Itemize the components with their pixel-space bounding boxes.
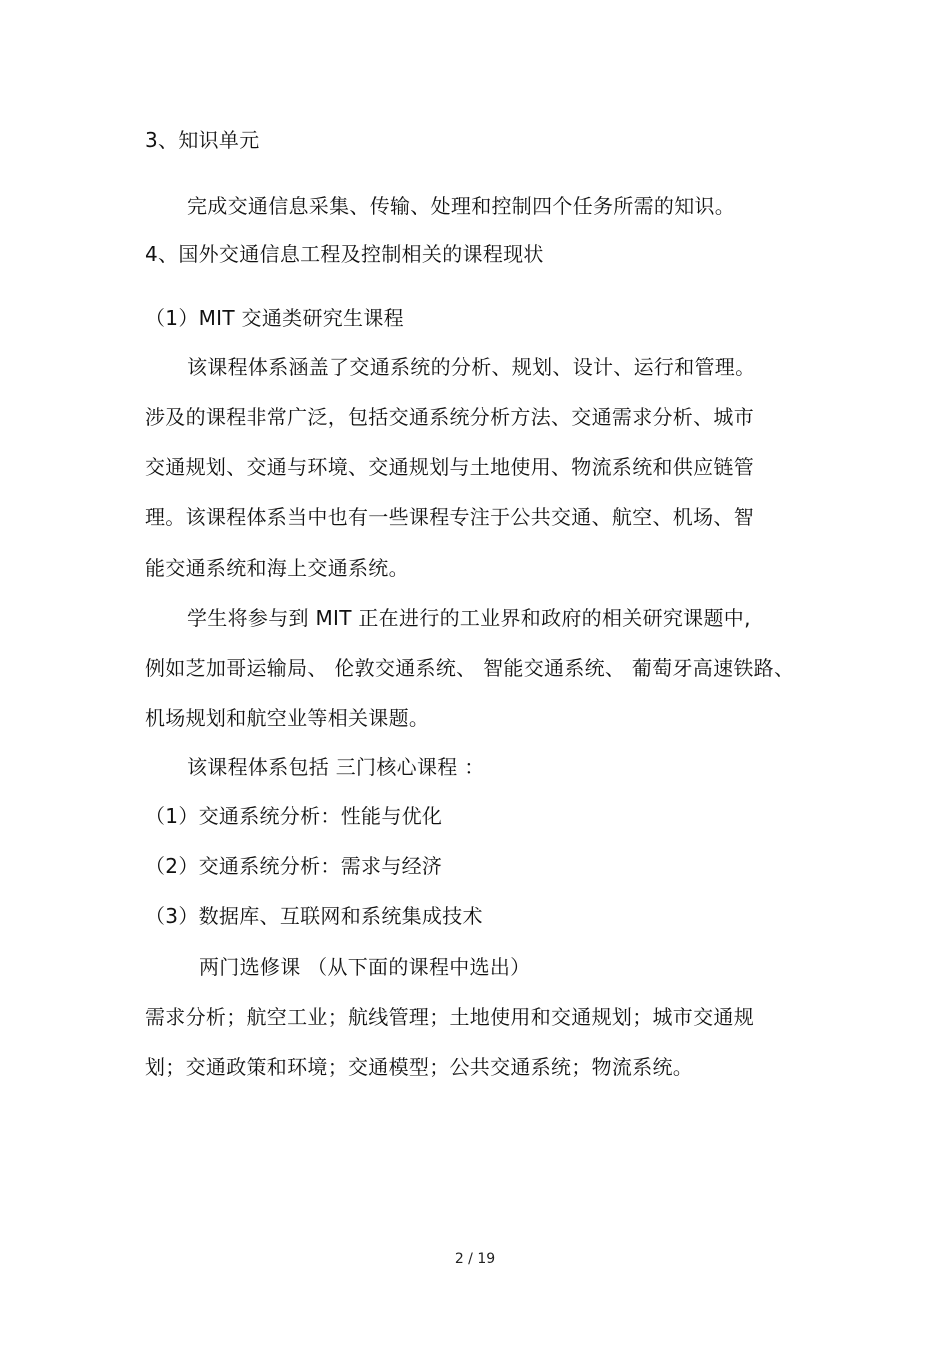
paragraph-line: 学生将参与到 MIT 正在进行的工业界和政府的相关研究课题中, [187,606,751,630]
elective-list-line: 划；交通政策和环境；交通模型；公共交通系统；物流系统。 [145,1055,694,1079]
paragraph-line: 涉及的课程非常广泛，包括交通系统分析方法、交通需求分析、城市 [145,405,754,429]
paragraph-line: 能交通系统和海上交通系统。 [145,556,409,580]
section-heading-4: 4、国外交通信息工程及控制相关的课程现状 [145,242,544,266]
paragraph-line: 机场规划和航空业等相关课题。 [145,706,430,730]
paragraph-line: 交通规划、交通与环境、交通规划与土地使用、物流系统和供应链管 [145,455,754,479]
page-number: 2 / 19 [454,1251,496,1267]
paragraph-line: 理。该课程体系当中也有一些课程专注于公共交通、航空、机场、智 [145,505,754,529]
section-heading-3: 3、知识单元 [145,128,260,152]
core-course-item: （3）数据库、互联网和系统集成技术 [145,904,483,928]
paragraph-line: 该课程体系涵盖了交通系统的分析、规划、设计、运行和管理。 [187,355,756,379]
elective-intro: 两门选修课 （从下面的课程中选出） [199,955,531,979]
elective-list-line: 需求分析；航空工业；航线管理；土地使用和交通规划；城市交通规 [145,1005,754,1029]
core-courses-intro: 该课程体系包括 三门核心课程 ： [187,755,485,779]
core-course-item: （1）交通系统分析：性能与优化 [145,804,443,828]
paragraph-line: 例如芝加哥运输局、 伦敦交通系统、 智能交通系统、 葡萄牙高速铁路、 [145,656,795,680]
paragraph: 完成交通信息采集、传输、处理和控制四个任务所需的知识。 [187,194,736,218]
core-course-item: （2）交通系统分析：需求与经济 [145,854,443,878]
subheading-mit: （1）MIT 交通类研究生课程 [145,306,404,330]
